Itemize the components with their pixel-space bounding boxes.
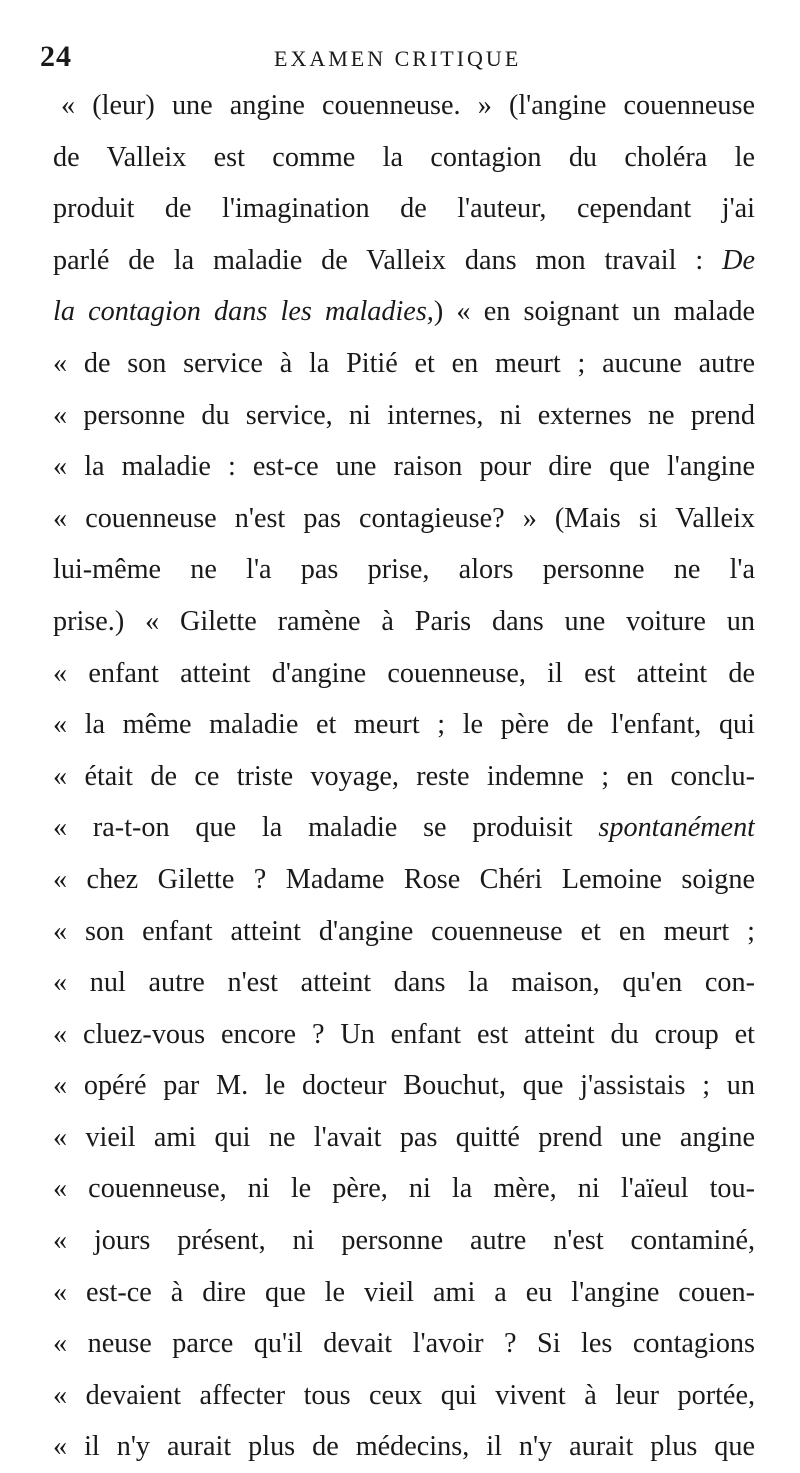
text-line bbox=[53, 699, 755, 751]
running-head: EXAMEN CRITIQUE bbox=[274, 46, 522, 71]
text-segment: produit de l'imagination de l'auteur, cependant j'ai bbox=[53, 193, 755, 225]
text-line bbox=[53, 1060, 755, 1112]
text-line bbox=[53, 493, 755, 545]
text-segment: « couenneuse, ni le père, ni la mère, ni l'aïeul tou- bbox=[53, 1173, 755, 1205]
text-segment: de Valleix est comme la contagion du choléra le bbox=[53, 141, 755, 173]
text-segment: « est-ce à dire que le vieil ami a eu l'angine couen- bbox=[53, 1276, 755, 1308]
text-line bbox=[53, 648, 755, 700]
text-segment: lui-même ne l'a pas prise, alors personne ne l'a bbox=[53, 554, 755, 586]
text-line bbox=[53, 802, 755, 854]
text-line bbox=[53, 1370, 755, 1422]
text-segment: « nul autre n'est atteint dans la maison, qu'en con- bbox=[53, 967, 755, 999]
text-segment: « son enfant atteint d'angine couenneuse et en meurt ; bbox=[53, 915, 755, 947]
italic-text-segment: spontanément bbox=[598, 812, 755, 844]
text-line bbox=[53, 596, 755, 648]
text-line bbox=[53, 1009, 755, 1061]
italic-text-segment: De bbox=[722, 244, 755, 276]
text-segment: « chez Gilette ? Madame Rose Chéri Lemoine soigne bbox=[53, 863, 755, 895]
text-line bbox=[53, 906, 755, 958]
text-segment: « il n'y aurait plus de médecins, il n'y aurait plus que bbox=[53, 1431, 755, 1463]
text-segment: prise.) « Gilette ramène à Paris dans une voiture un bbox=[53, 605, 755, 637]
text-line bbox=[53, 854, 755, 906]
text-line bbox=[53, 544, 755, 596]
text-line bbox=[53, 80, 755, 132]
text-segment: « couenneuse n'est pas contagieuse? » (Mais si Valleix bbox=[53, 502, 755, 534]
text-line bbox=[53, 1112, 755, 1164]
page-number: 24 bbox=[40, 40, 72, 73]
text-segment: « était de ce triste voyage, reste indemne ; en conclu- bbox=[53, 760, 755, 792]
text-line bbox=[53, 183, 755, 235]
text-line bbox=[53, 1215, 755, 1267]
text-segment: ) « en soignant un malade bbox=[433, 296, 755, 328]
text-line bbox=[53, 1267, 755, 1319]
text-segment: « vieil ami qui ne l'avait pas quitté prend une angine bbox=[53, 1121, 755, 1153]
text-line bbox=[53, 286, 755, 338]
text-segment: « la même maladie et meurt ; le père de l'enfant, qui bbox=[53, 709, 755, 741]
text-line bbox=[53, 1163, 755, 1215]
italic-text-segment: la contagion dans les maladies, bbox=[53, 296, 434, 328]
text-line bbox=[53, 957, 755, 1009]
text-line bbox=[53, 390, 755, 442]
text-segment: « cluez-vous encore ? Un enfant est atteint du croup et bbox=[53, 1018, 755, 1050]
text-segment: « devaient affecter tous ceux qui vivent à leur portée, bbox=[53, 1379, 755, 1411]
text-line bbox=[53, 1318, 755, 1370]
text-segment: « personne du service, ni internes, ni externes ne prend bbox=[53, 399, 755, 431]
text-segment: « de son service à la Pitié et en meurt ; aucune autre bbox=[53, 347, 755, 379]
text-line bbox=[53, 235, 755, 287]
text-segment: « ra-t-on que la maladie se produisit bbox=[53, 812, 599, 844]
text-line bbox=[53, 132, 755, 184]
text-line bbox=[53, 1421, 755, 1473]
text-segment: parlé de la maladie de Valleix dans mon travail : bbox=[53, 244, 723, 276]
text-line bbox=[53, 751, 755, 803]
text-segment: « (leur) une angine couenneuse. » (l'angine couenneuse bbox=[61, 90, 755, 121]
text-line bbox=[53, 441, 755, 493]
body-text bbox=[53, 80, 755, 1473]
text-line bbox=[53, 338, 755, 390]
text-segment: « jours présent, ni personne autre n'est contaminé, bbox=[53, 1225, 755, 1257]
text-segment: « opéré par M. le docteur Bouchut, que j'assistais ; un bbox=[53, 1070, 755, 1102]
text-segment: « neuse parce qu'il devait l'avoir ? Si les contagions bbox=[53, 1328, 755, 1360]
page-header bbox=[40, 40, 770, 80]
text-segment: « la maladie : est-ce une raison pour dire que l'angine bbox=[53, 451, 755, 483]
text-segment: « enfant atteint d'angine couenneuse, il est atteint de bbox=[53, 657, 755, 689]
